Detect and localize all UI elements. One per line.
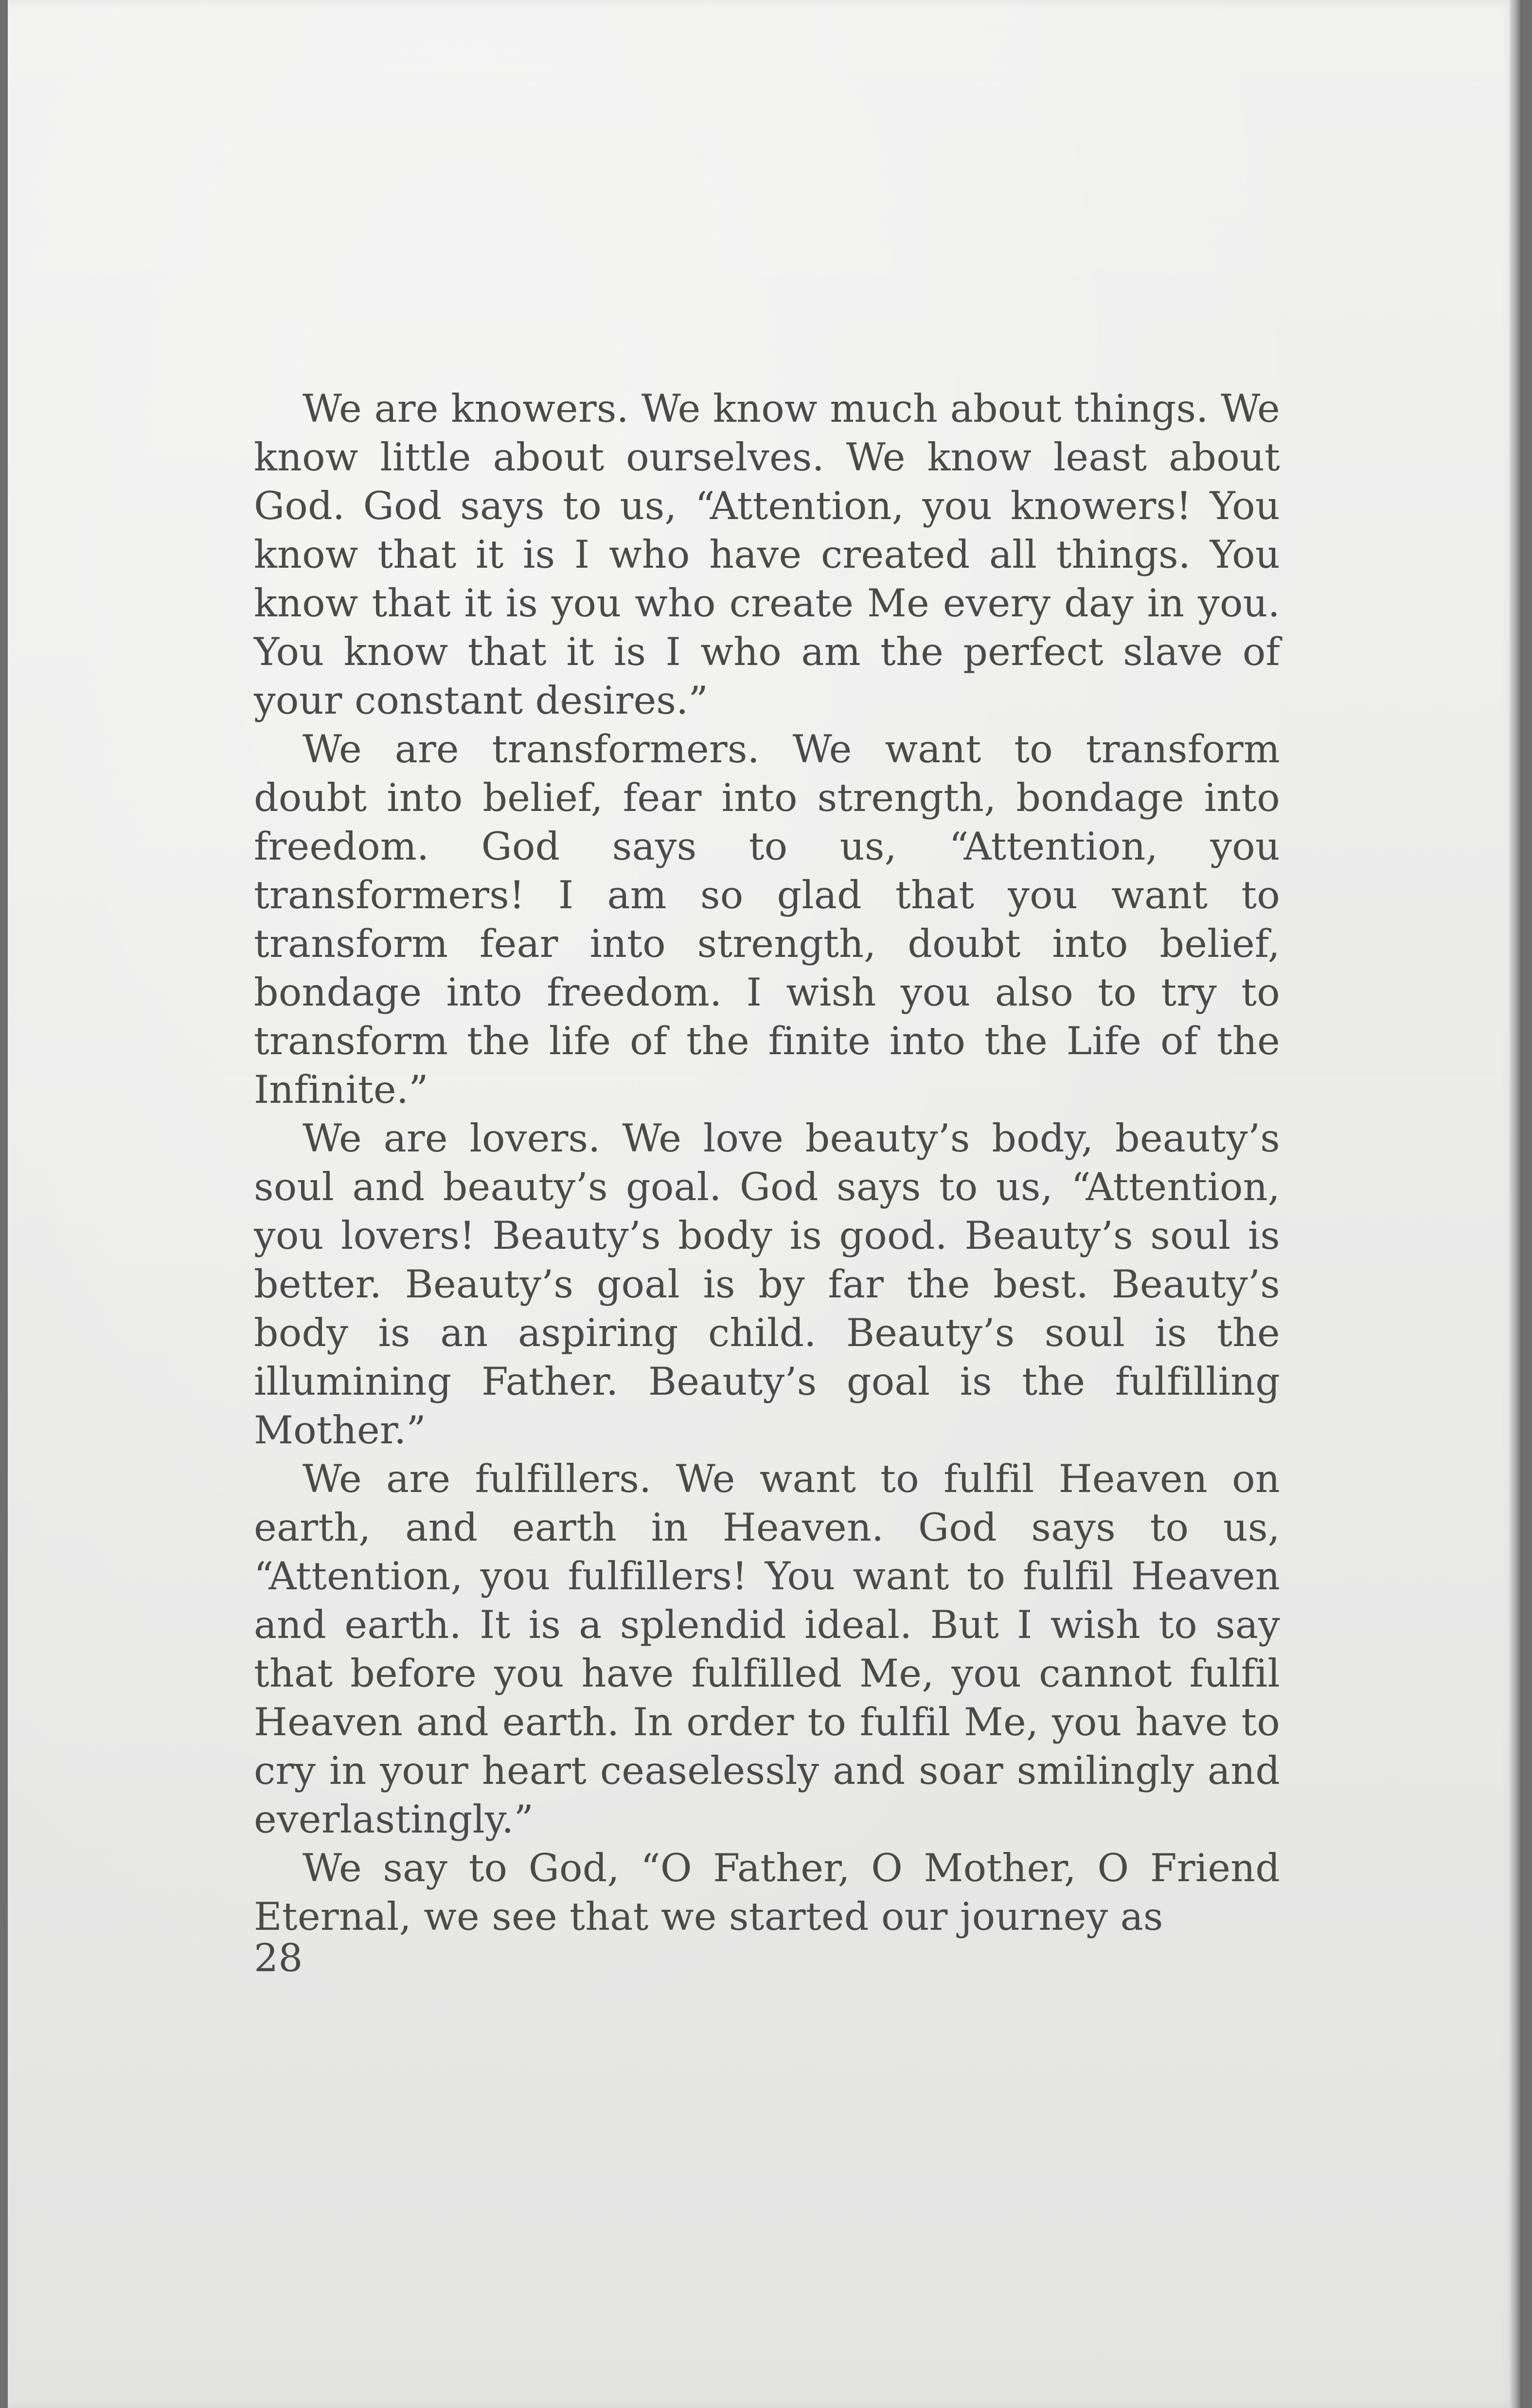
body-text xyxy=(254,384,1280,1941)
paragraph-lovers: We are lovers. We love beauty’s body, beauty’s soul and beauty’s goal. God says to us, “Attention, you lovers! Beauty’s body is good. Beauty’s soul is better. Beauty’s goal is by far the best. Beauty’s body is an aspiring child. Beauty’s soul is the illumining Father. Beauty’s goal is the fulfilling Mother.” xyxy=(254,1116,1280,1453)
paragraph-knowers: We are knowers. We know much about things. We know little about ourselves. We know least about God. God says to us, “Attention, you knowers! You know that it is I who have created all things. You know that it is you who create Me every day in you. You know that it is I who am the perfect slave of your constant desires.” xyxy=(254,386,1280,723)
page-number: 28 xyxy=(254,1936,303,1980)
book-page xyxy=(8,0,1520,2408)
page-edge-shadow xyxy=(1510,0,1520,2408)
paragraph-fulfillers: We are fulfillers. We want to fulfil Heaven on earth, and earth in Heaven. God says to us, “Attention, you fulfillers! You want to fulfil Heaven and earth. It is a splendid ideal. But I wish to say that before you have fulfilled Me, you cannot fulfil Heaven and earth. In order to fulfil Me, you have to cry in your heart ceaselessly and soar smilingly and everlastingly.” xyxy=(254,1456,1280,1842)
paragraph-transformers: We are transformers. We want to transform doubt into belief, fear into strength, bondage into freedom. God says to us, “Attention, you transformers! I am so glad that you want to transform fear into strength, doubt into belief, bondage into freedom. I wish you also to try to transform the life of the finite into the Life of the Infinite.” xyxy=(254,727,1280,1112)
paragraph-prayer: We say to God, “O Father, O Mother, O Friend Eternal, we see that we started our journey as xyxy=(254,1846,1280,1939)
